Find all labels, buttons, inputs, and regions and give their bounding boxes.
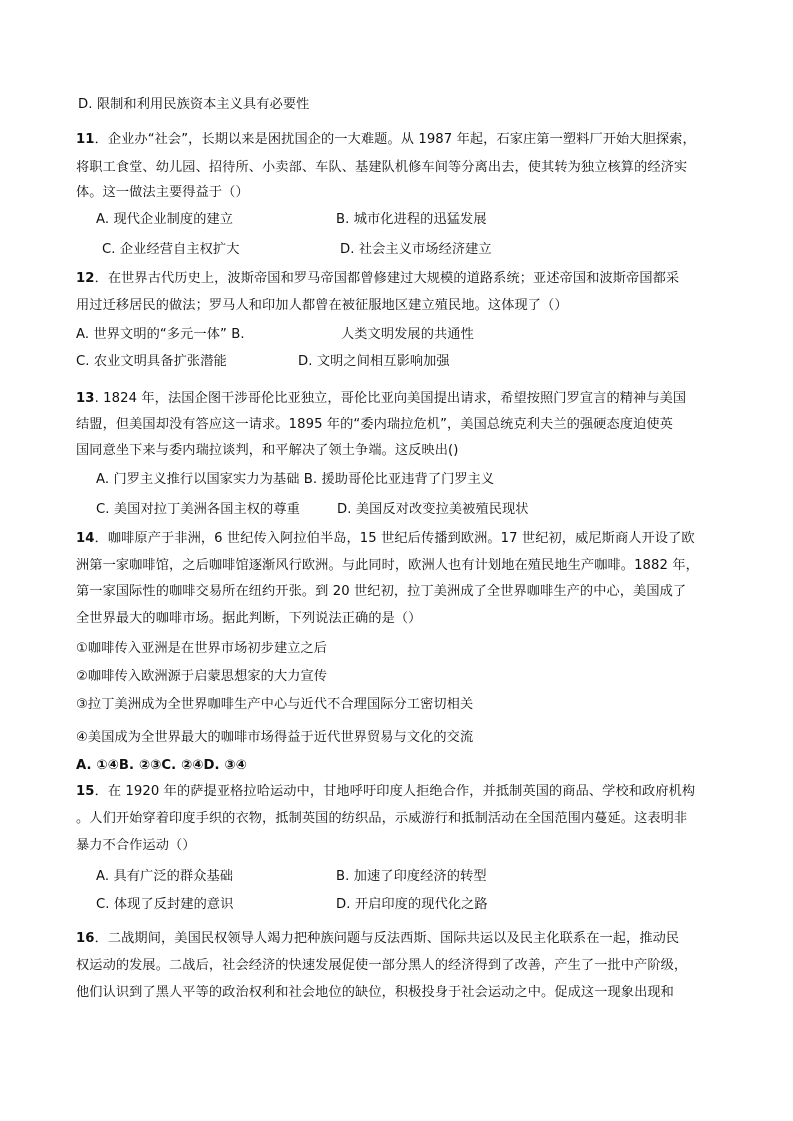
question-12-option-b: 人类文明发展的共通性 xyxy=(341,327,474,342)
question-12-option-a: A. 世界文明的“多元一体” B. xyxy=(76,327,245,342)
question-11-line-1: 11．企业办“社会”，长期以来是困扰国企的一大难题。从 1987 年起，石家庄第一塑料厂开始大胆探索， xyxy=(76,132,696,147)
option-d-prev: D. 限制和利用民族资本主义具有必要性 xyxy=(78,97,310,112)
question-number: 14 xyxy=(76,531,95,546)
question-15-option-d: D. 开启印度的现代化之路 xyxy=(336,897,488,912)
question-15-line-2: 。人们开始穿着印度手织的衣物，抵制英国的纺织品，示威游行和抵制活动在全国范围内蔓延。这表明非 xyxy=(76,811,688,826)
question-16-line-3: 他们认识到了黑人平等的政治权利和社会地位的缺位，积极投身于社会运动之中。促成这一现象出现和 xyxy=(76,985,674,1000)
question-number: 15 xyxy=(76,784,95,799)
question-11-option-b: B. 城市化进程的迅猛发展 xyxy=(336,212,487,227)
question-12-line-2: 用过迁移居民的做法；罗马人和印加人都曾在被征服地区建立殖民地。这体现了（） xyxy=(76,298,568,313)
question-11-option-d: D. 社会主义市场经济建立 xyxy=(340,242,492,257)
question-11-line-3: 体。这一做法主要得益于（） xyxy=(76,185,249,200)
question-13-option-c: C. 美国对拉丁美洲各国主权的尊重 xyxy=(96,502,300,517)
question-14-statement-2: ②咖啡传入欧洲源于启蒙思想家的大力宣传 xyxy=(76,669,328,684)
question-14-line-2: 洲第一家咖啡馆，之后咖啡馆逐渐风行欧洲。与此同时，欧洲人也有计划地在殖民地生产咖啡。1882 年， xyxy=(76,558,699,573)
question-16-line-2: 权运动的发展。二战后，社会经济的快速发展促使一部分黑人的经济得到了改善，产生了一批中产阶级， xyxy=(76,958,688,973)
question-number: 16 xyxy=(76,931,95,946)
question-15-option-a: A. 具有广泛的群众基础 xyxy=(96,869,234,884)
question-number: 12 xyxy=(76,271,95,286)
question-15-option-b: B. 加速了印度经济的转型 xyxy=(336,869,487,884)
question-number: 11 xyxy=(76,132,95,147)
question-13-option-d: D. 美国反对改变拉美被殖民现状 xyxy=(337,502,529,517)
question-number: 13 xyxy=(76,391,95,406)
question-13-line-3: 国同意坐下来与委内瑞拉谈判，和平解决了领土争端。这反映出() xyxy=(76,443,459,458)
question-14-line-1: 14．咖啡原产于非洲，6 世纪传入阿拉伯半岛，15 世纪后传播到欧洲。17 世纪初，威尼斯商人开设了欧 xyxy=(76,531,695,546)
question-11-line-2: 将职工食堂、幼儿园、招待所、小卖部、车队、基建队机修车间等分离出去，使其转为独立核算的经济实 xyxy=(76,160,688,175)
question-14-options: A. ①④B. ②③C. ②④D. ③④ xyxy=(76,758,247,773)
question-12-line-1: 12．在世界古代历史上，波斯帝国和罗马帝国都曾修建过大规模的道路系统；亚述帝国和波斯帝国都采 xyxy=(76,271,680,286)
question-12-option-c: C. 农业文明具备扩张潜能 xyxy=(76,354,227,369)
question-14-statement-1: ①咖啡传入亚洲是在世界市场初步建立之后 xyxy=(76,641,328,656)
question-13-line-1: 13. 1824 年，法国企图干涉哥伦比亚独立，哥伦比亚向美国提出请求，希望按照门罗宣言的精神与美国 xyxy=(76,391,687,406)
question-13-option-ab: A. 门罗主义推行以国家实力为基础 B. 援助哥伦比亚违背了门罗主义 xyxy=(96,472,495,487)
question-14-line-4: 全世界最大的咖啡市场。据此判断，下列说法正确的是（） xyxy=(76,611,422,626)
question-11-option-c: C. 企业经营自主权扩大 xyxy=(102,242,240,257)
question-15-option-c: C. 体现了反封建的意识 xyxy=(96,897,234,912)
question-16-line-1: 16．二战期间，美国民权领导人竭力把种族问题与反法西斯、国际共运以及民主化联系在一起，推动民 xyxy=(76,931,680,946)
question-14-statement-4: ④美国成为全世界最大的咖啡市场得益于近代世界贸易与文化的交流 xyxy=(76,730,474,745)
question-15-line-1: 15．在 1920 年的萨提亚格拉哈运动中，甘地呼吁印度人拒绝合作，并抵制英国的商品、学校和政府机构 xyxy=(76,784,696,799)
question-15-line-3: 暴力不合作运动（） xyxy=(76,838,196,853)
question-13-line-2: 结盟，但美国却没有答应这一请求。1895 年的“委内瑞拉危机”，美国总统克利夫兰的强硬态度迫使英 xyxy=(76,417,673,432)
question-11-option-a: A. 现代企业制度的建立 xyxy=(96,212,234,227)
question-12-option-d: D. 文明之间相互影响加强 xyxy=(298,354,450,369)
question-14-statement-3: ③拉丁美洲成为全世界咖啡生产中心与近代不合理国际分工密切相关 xyxy=(76,697,474,712)
question-14-line-3: 第一家国际性的咖啡交易所在纽约开张。到 20 世纪初，拉丁美洲成了全世界咖啡生产的中心，美国成了 xyxy=(76,584,687,599)
